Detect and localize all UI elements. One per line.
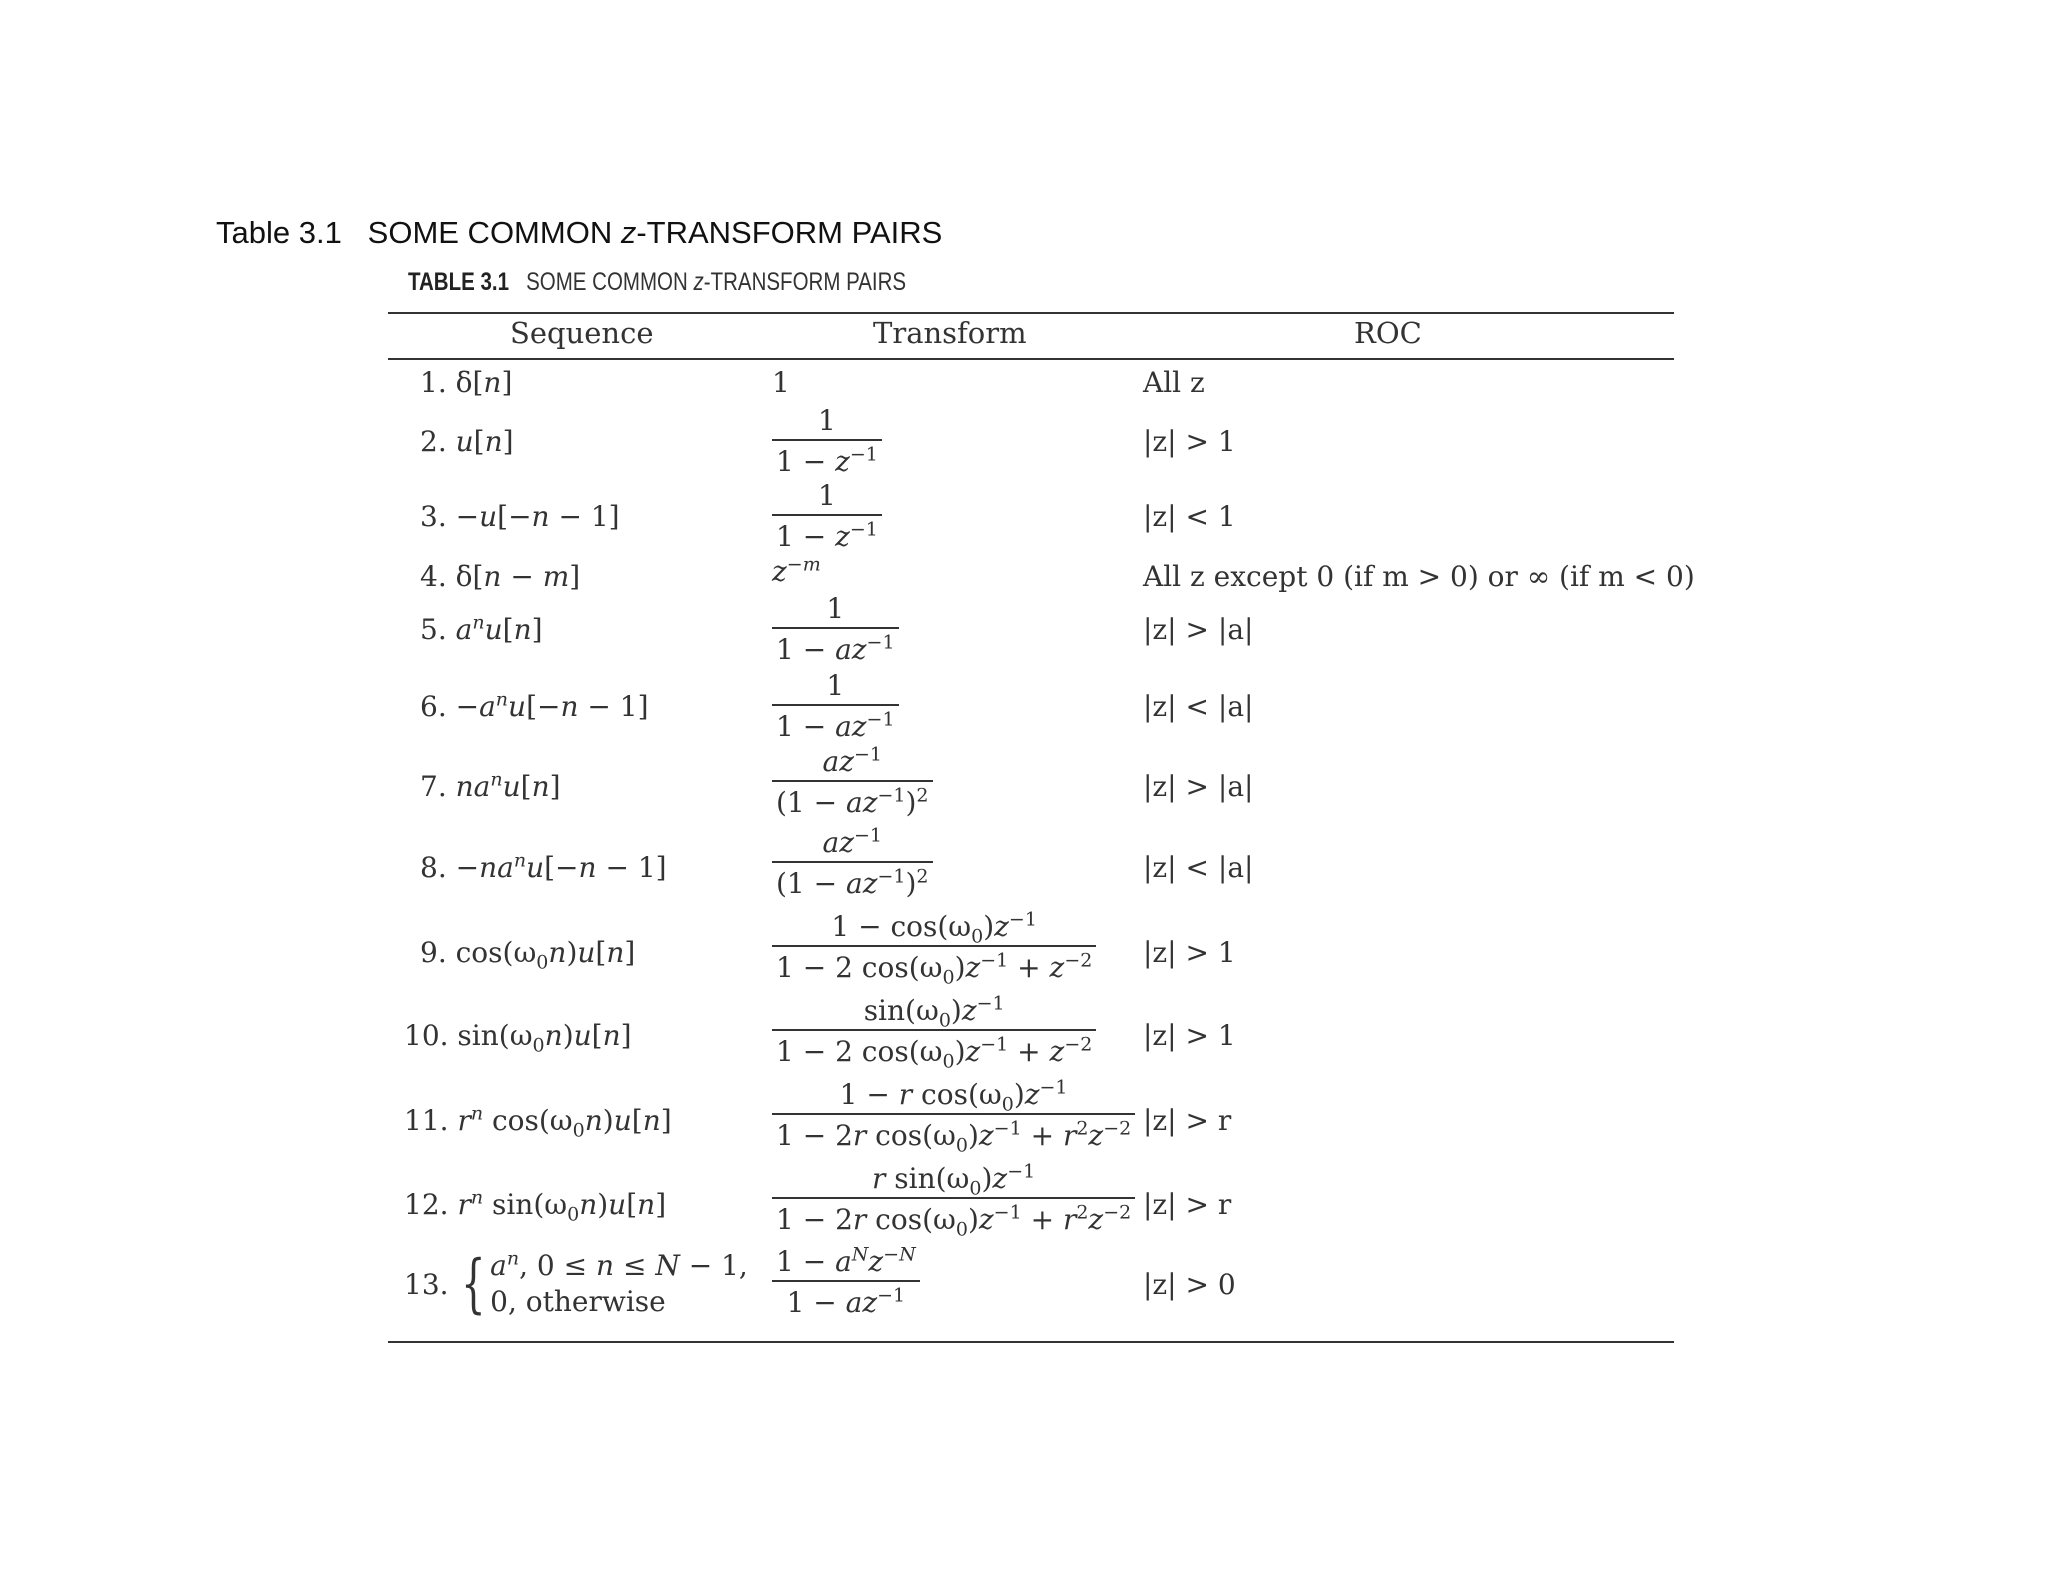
row-number: 2. <box>420 425 447 458</box>
fraction: $\frac{1}{1 - az^{-1}}$ <box>772 592 899 666</box>
row-5-roc: |z| > |a| <box>1143 613 1254 646</box>
row-9-transform <box>772 908 1096 989</box>
row-10-roc: |z| > 1 <box>1143 1019 1236 1052</box>
table-top-rule <box>388 312 1674 314</box>
row-number: 9. <box>420 936 447 969</box>
row-5-sequence: 5. $a^nu[n]$ <box>420 611 543 646</box>
row-3-transform <box>772 479 882 553</box>
table-bottom-rule <box>388 1341 1674 1343</box>
row-13-sequence <box>404 1248 748 1321</box>
row-10-transform <box>772 992 1096 1073</box>
fraction: $\frac{1 - r \cos(\omega_0)z^{-1}}{1 - 2r \cos(\omega_0)z^{-1} + r^2z^{-2}}$ <box>772 1078 1135 1152</box>
table-caption-z: z <box>693 268 704 296</box>
row-12-transform <box>772 1160 1135 1241</box>
fraction: $\frac{1 - a^Nz^{-N}}{1 - az^{-1}}$ <box>772 1245 920 1319</box>
row-number: 7. <box>420 770 447 803</box>
row-2-roc: |z| > 1 <box>1143 425 1236 458</box>
row-13-transform <box>772 1245 920 1319</box>
row-9-roc: |z| > 1 <box>1143 936 1236 969</box>
slide-title-suffix: -TRANSFORM PAIRS <box>636 215 943 250</box>
row-number: 1. <box>420 366 447 399</box>
row-7-roc: |z| > |a| <box>1143 770 1254 803</box>
fraction: $\frac{1}{1 - z^{-1}}$ <box>772 479 882 553</box>
table-caption-label: TABLE 3.1 <box>408 268 510 296</box>
row-6-sequence: 6. $-a^nu[-n - 1]$ <box>420 688 649 723</box>
row-1-transform: 1 <box>772 366 790 399</box>
table-caption <box>408 268 906 297</box>
row-number: 12. <box>404 1188 449 1221</box>
header-transform: Transform <box>873 316 1027 350</box>
row-2-transform <box>772 404 882 478</box>
fraction: $\frac{az^{-1}}{(1 - az^{-1})^2}$ <box>772 745 933 819</box>
brace-glyph: { <box>461 1247 487 1322</box>
fraction: $\frac{r \sin(\omega_0)z^{-1}}{1 - 2r \cos(\omega_0)z^{-1} + r^2z^{-2}}$ <box>772 1162 1135 1236</box>
row-2-sequence: 2. u[n] <box>420 425 514 458</box>
slide-title-z: z <box>620 215 637 250</box>
piecewise-cases: $a^n$, 0 ≤ n ≤ N − 1, 0, otherwise <box>490 1247 748 1319</box>
header-sequence: Sequence <box>510 316 654 350</box>
fraction: $\frac{1}{1 - z^{-1}}$ <box>772 404 882 478</box>
row-11-roc: |z| > r <box>1143 1104 1232 1137</box>
row-5-transform <box>772 592 899 666</box>
fraction: $\frac{1 - \cos(\omega_0)z^{-1}}{1 - 2 \cos(\omega_0)z^{-1} + z^{-2}}$ <box>772 910 1096 984</box>
row-7-transform <box>772 745 933 819</box>
row-number: 6. <box>420 690 447 723</box>
row-number: 8. <box>420 851 447 884</box>
header-roc: ROC <box>1354 316 1422 350</box>
row-1-roc: All z <box>1143 366 1205 399</box>
row-4-transform: $z^{-m}$ <box>772 553 821 588</box>
row-number: 4. <box>420 560 447 593</box>
row-7-sequence: 7. $na^nu[n]$ <box>420 768 561 803</box>
fraction: $\frac{\sin(\omega_0)z^{-1}}{1 - 2 \cos(\omega_0)z^{-1} + z^{-2}}$ <box>772 994 1096 1068</box>
row-number: 13. <box>404 1267 449 1301</box>
fraction: $\frac{1}{1 - az^{-1}}$ <box>772 669 899 743</box>
row-6-transform <box>772 669 899 743</box>
row-8-sequence: 8. $-na^nu[-n - 1]$ <box>420 849 667 884</box>
table-caption-suffix: -TRANSFORM PAIRS <box>703 268 907 296</box>
row-4-sequence: 4. δ[n − m] <box>420 560 581 593</box>
row-number: 3. <box>420 500 447 533</box>
row-9-sequence: 9. $\cos(\omega_0n)u[n]$ <box>420 936 636 974</box>
row-1-sequence: 1. δ[n] <box>420 366 513 399</box>
row-13-roc: |z| > 0 <box>1143 1268 1236 1301</box>
row-8-transform <box>772 826 933 900</box>
row-6-roc: |z| < |a| <box>1143 690 1254 723</box>
row-3-roc: |z| < 1 <box>1143 500 1236 533</box>
slide-title-prefix: Table 3.1 SOME COMMON <box>216 215 621 250</box>
table-caption-text: SOME COMMON <box>509 268 694 296</box>
row-4-roc: All z except 0 (if m > 0) or ∞ (if m < 0) <box>1143 560 1695 593</box>
slide-title <box>216 215 942 251</box>
row-8-roc: |z| < |a| <box>1143 851 1254 884</box>
row-number: 10. <box>404 1019 449 1052</box>
row-number: 11. <box>404 1104 449 1137</box>
row-10-sequence: 10. $\sin(\omega_0n)u[n]$ <box>404 1019 632 1057</box>
row-12-roc: |z| > r <box>1143 1188 1232 1221</box>
row-11-transform <box>772 1076 1135 1157</box>
row-number: 5. <box>420 613 447 646</box>
fraction: $\frac{az^{-1}}{(1 - az^{-1})^2}$ <box>772 826 933 900</box>
row-3-sequence: 3. −u[−n − 1] <box>420 500 620 533</box>
row-12-sequence: 12. $r^n$ $\sin(\omega_0n)u[n]$ <box>404 1186 667 1226</box>
row-11-sequence: 11. $r^n$ $\cos(\omega_0n)u[n]$ <box>404 1102 672 1142</box>
table-header-rule <box>388 358 1674 360</box>
